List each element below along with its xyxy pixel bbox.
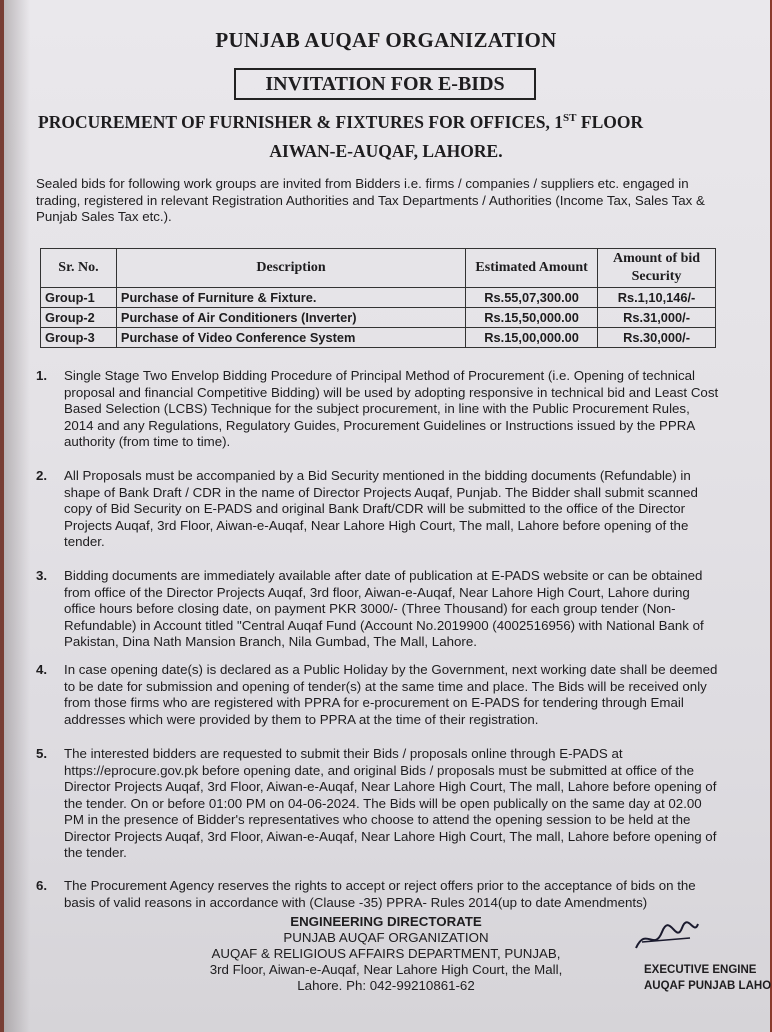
subject-line-1: PROCUREMENT OF FURNISHER & FIXTURES FOR OFFICES, 1ST FLOOR — [38, 112, 644, 132]
col-header-security: Amount of bid Security — [598, 249, 716, 288]
document-title: INVITATION FOR E-BIDS — [234, 68, 536, 100]
clause-text: The Procurement Agency reserves the rights to accept or reject offers prior to the acceptance of bids on the basis of valid reasons in accordance with (Clause -35) PPRA- Rules 2014(up to date Amendments) — [64, 878, 696, 910]
signature-phone: Lahore. Ph: 042-99210861-62 — [297, 978, 475, 993]
cell-security: Rs.30,000/- — [598, 328, 716, 348]
handwritten-signature-icon — [632, 918, 702, 958]
cell-description: Purchase of Air Conditioners (Inverter) — [116, 308, 465, 328]
cell-description: Purchase of Furniture & Fixture. — [116, 288, 465, 308]
signature-directorate: ENGINEERING DIRECTORATE — [290, 914, 482, 929]
stamp-line-2: AUQAF PUNJAB LAHO — [644, 980, 772, 992]
clause-text: In case opening date(s) is declared as a Public Holiday by the Government, next working date shall be deemed to be date for submission and opening of tender(s) at the same time and place. The Bids will be received only from those firms who are registered with PPRA for e-procurement on E-PADS for tendering through Email addresses which were provided by them to PPRA at the time of their registration. — [64, 662, 718, 727]
bid-groups-table — [40, 248, 716, 348]
signature-organization: PUNJAB AUQAF ORGANIZATION — [283, 930, 489, 945]
intro-paragraph: Sealed bids for following work groups are invited from Bidders i.e. firms / companies / suppliers etc. engaged in trading, registered in relevant Registration Authorities and Tax Departments / Authorities (Income Tax, Sales Tax & Punjab Sales Tax etc.). — [36, 176, 705, 224]
cell-estimated: Rs.15,00,000.00 — [466, 328, 598, 348]
signature-department: AUQAF & RELIGIOUS AFFAIRS DEPARTMENT, PUNJAB, — [211, 946, 561, 961]
clause-text: The interested bidders are requested to submit their Bids / proposals online through E-PADS at https://eprocure.gov.pk before opening date, and original Bids / proposals must be submitted at office of the Director Projects Auqaf, 3rd Floor, Aiwan-e-Auqaf, Near Lahore High Court, The mall, Lahore before opening of the tender. On or before 01:00 PM on 04-06-2024. The Bids will be open publically on the same day at 02.00 PM in the presence of Bidder's representatives who choose to attend the opening session to be held at the Director Projects Auqaf, 3rd Floor, Aiwan-e-Auqaf, Near Lahore High Court, The mall, Lahore before opening of the tender. — [64, 746, 717, 860]
clause-number: 5. — [36, 746, 48, 761]
table-header-row — [41, 249, 716, 288]
stamp-line-1: EXECUTIVE ENGINE — [644, 964, 757, 976]
col-header-estimated: Estimated Amount — [466, 249, 598, 288]
cell-sr: Group-2 — [41, 308, 117, 328]
cell-sr: Group-1 — [41, 288, 117, 308]
clause-text: Bidding documents are immediately available after date of publication at E-PADS website or can be obtained from office of the Director Projects Auqaf, 3rd floor, Aiwan-e-Auqaf, Near Lahore High Court, Lahore during office hours before closing date, on payment PKR 3000/- (Three Thousand) for each group tender (Non-Refundable) in Account titled "Central Auqaf Fund (Account No.2019900 (4002516956) with National Bank of Pakistan, Dina Nath Mansion Branch, Nila Gumbad, The Mall, Lahore. — [64, 568, 704, 649]
col-header-sr: Sr. No. — [41, 249, 117, 288]
organization-title: PUNJAB AUQAF ORGANIZATION — [215, 28, 557, 52]
table-row — [41, 308, 716, 328]
table-row — [41, 288, 716, 308]
signature-address: 3rd Floor, Aiwan-e-Auqaf, Near Lahore High Court, the Mall, — [209, 962, 563, 977]
cell-sr: Group-3 — [41, 328, 117, 348]
clause-text: Single Stage Two Envelop Bidding Procedure of Principal Method of Procurement (i.e. Opening of technical proposal and financial Competitive Bidding) will be used by adopting responsive in technical bid and Least Cost Based Selection (LCBS) Technique for the subject procurement, in line with the Public Procurement Rules, 2014 and any Regulations, Regulatory Guides, Procurement Guidelines or Instructions issued by the PPRA authority (from time to time). — [64, 368, 719, 449]
clause-number: 2. — [36, 468, 48, 483]
cell-estimated: Rs.15,50,000.00 — [466, 308, 598, 328]
cell-security: Rs.31,000/- — [598, 308, 716, 328]
cell-security: Rs.1,10,146/- — [598, 288, 716, 308]
clause-number: 3. — [36, 568, 48, 583]
clause-text: All Proposals must be accompanied by a Bid Security mentioned in the bidding documents (Refundable) in shape of Bank Draft / CDR in the name of Director Projects Auqaf, Punjab. The Bidder shall submit scanned copy of Bid Security on E-PADS and original Bank Draft/CDR will be submitted to the office of the Director Projects Auqaf, 3rd Floor, Aiwan-e-Auqaf, Near Lahore High Court, The mall, Lahore before opening of the tender. — [64, 468, 698, 549]
subject-line-2: AIWAN-E-AUQAF, LAHORE. — [269, 141, 503, 161]
clause-number: 1. — [36, 368, 48, 383]
col-header-description: Description — [116, 249, 465, 288]
table-row — [41, 328, 716, 348]
clause-number: 4. — [36, 662, 48, 677]
cell-estimated: Rs.55,07,300.00 — [466, 288, 598, 308]
executive-engineer-stamp — [644, 962, 771, 994]
clause-number: 6. — [36, 878, 48, 893]
cell-description: Purchase of Video Conference System — [116, 328, 465, 348]
